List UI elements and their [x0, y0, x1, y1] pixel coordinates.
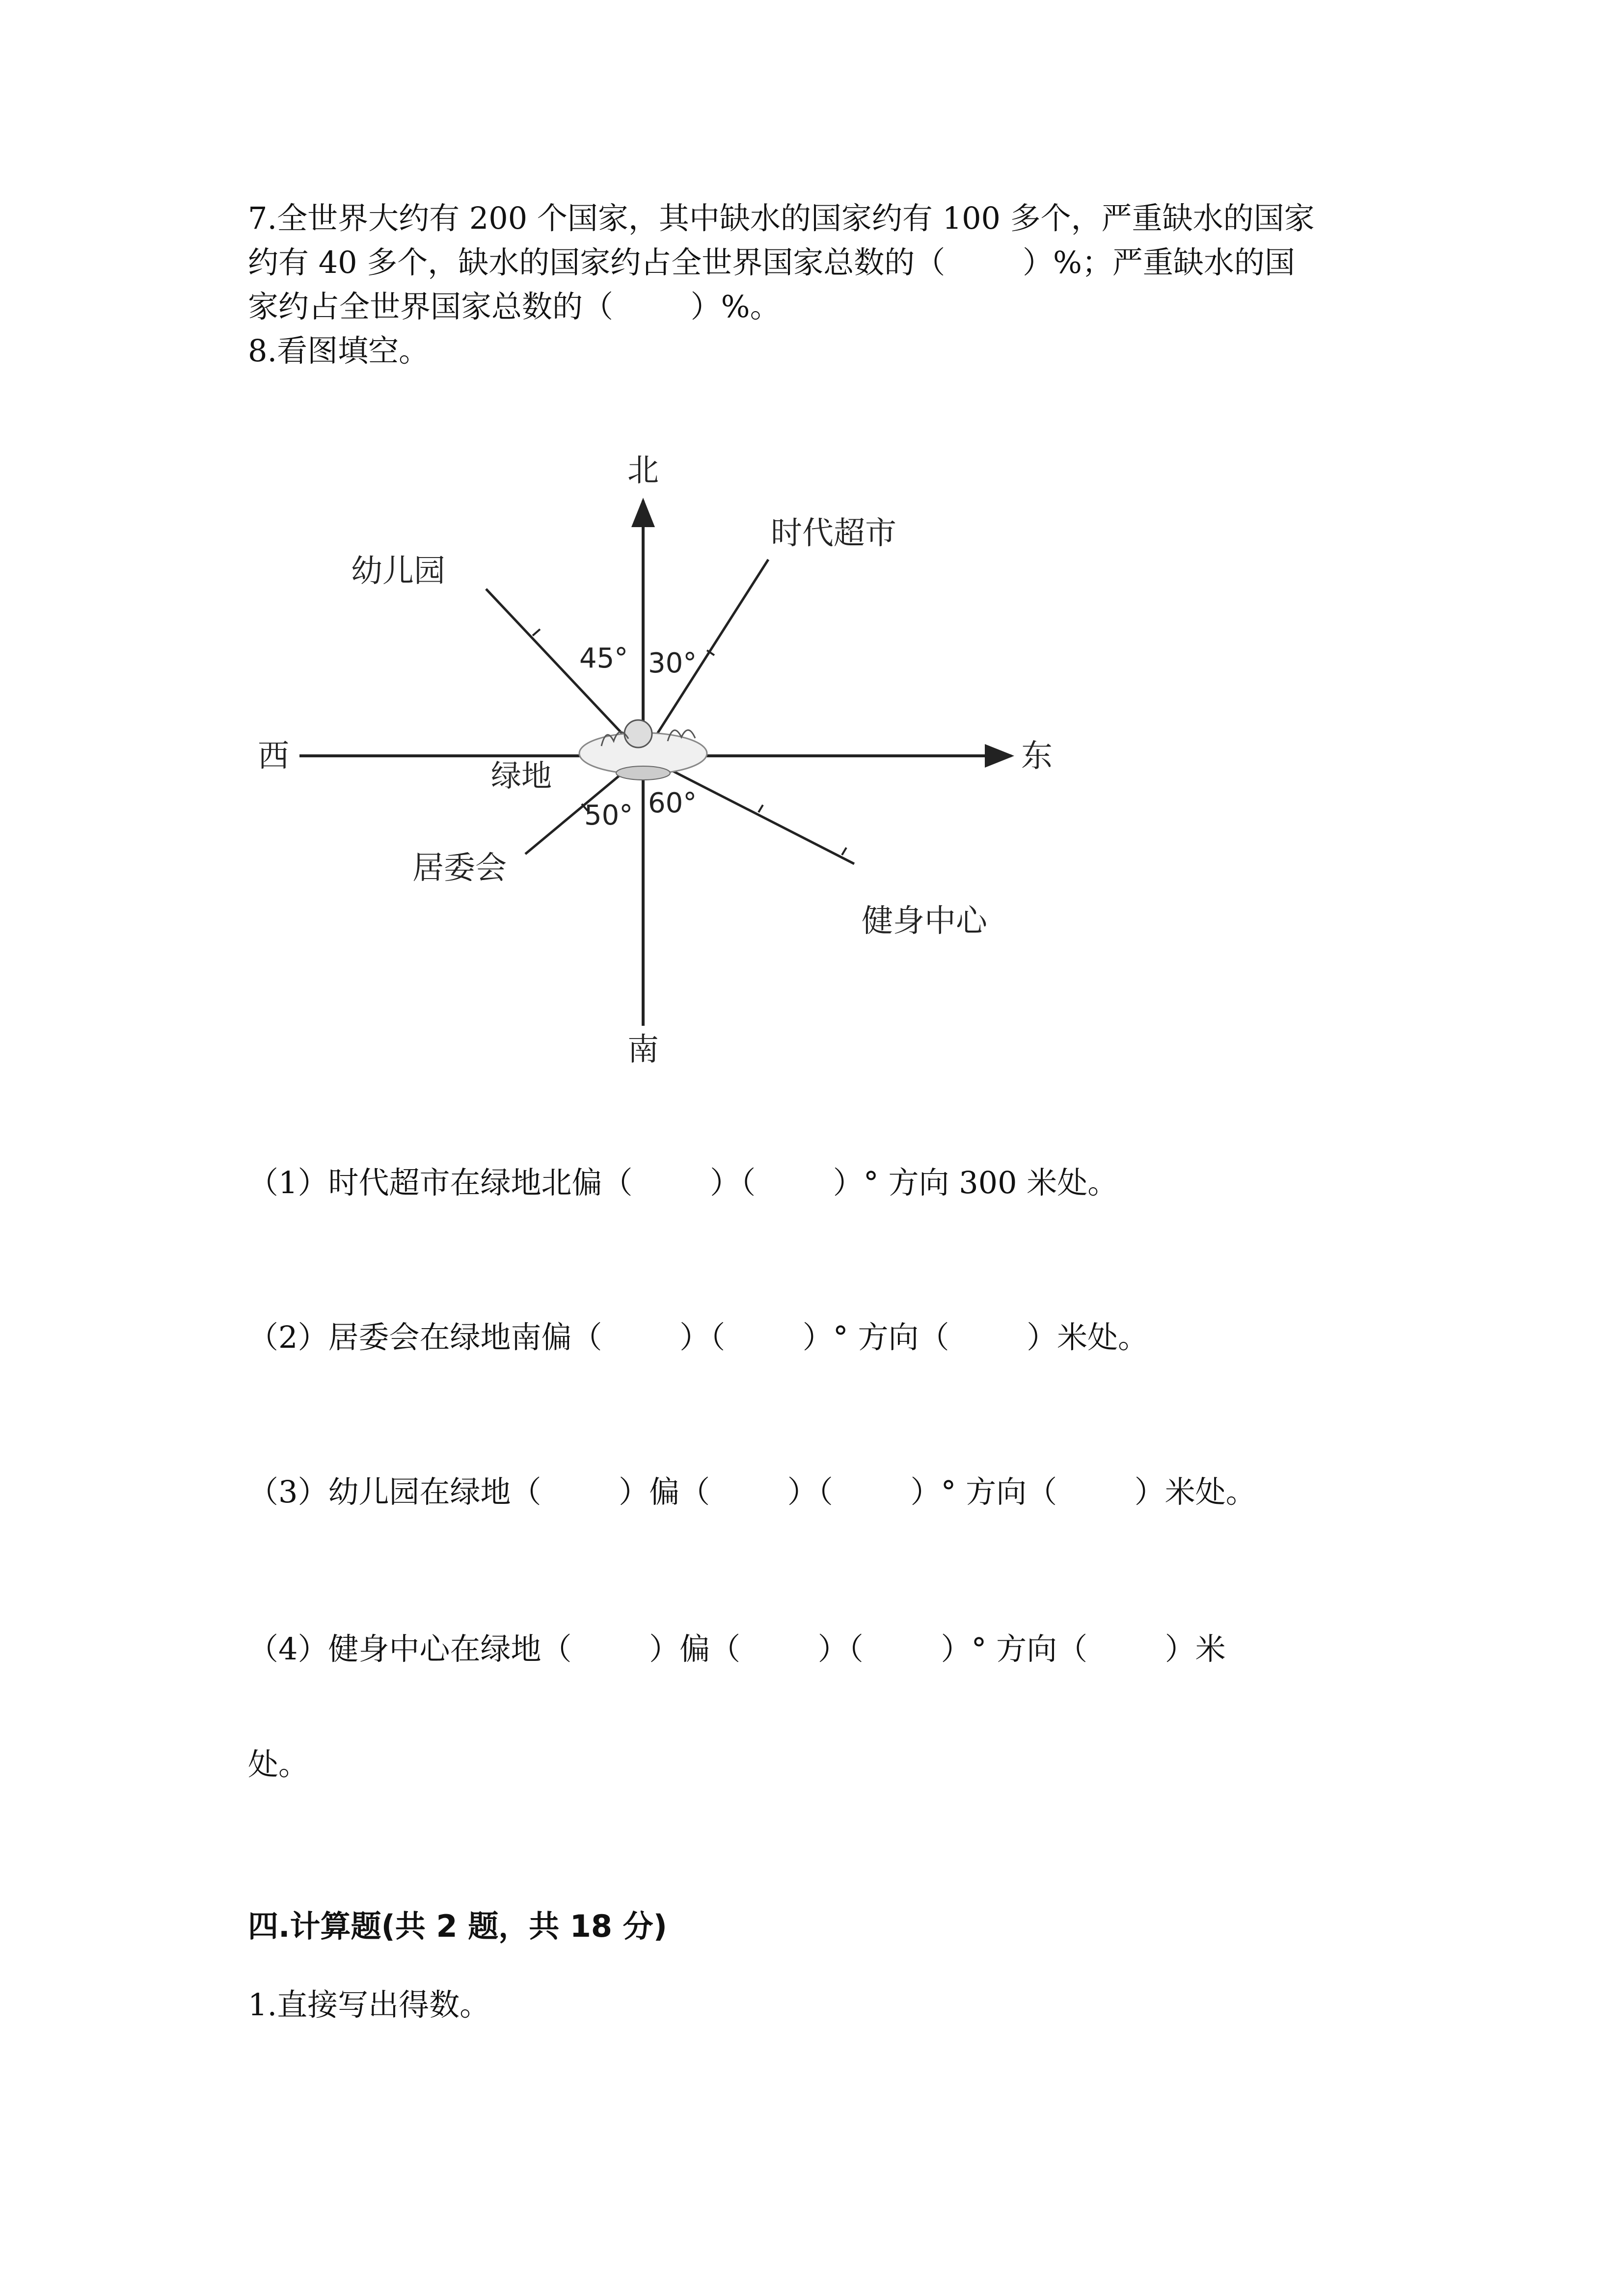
- q8-title: 8.看图填空。: [248, 333, 430, 369]
- east-label: 东: [1021, 738, 1053, 774]
- supermarket-label: 时代超市: [771, 515, 896, 552]
- q7-line-3: 家约占全世界国家总数的（ ）%。: [248, 289, 781, 324]
- q8-sub-1: （1）时代超市在绿地北偏（ ）（ ）° 方向 300 米处。: [248, 1165, 1118, 1201]
- direction-diagram: [245, 432, 1110, 1080]
- tick-mark: [758, 805, 763, 812]
- angle-sw-label: 50°: [584, 800, 633, 831]
- angle-ne-label: 30°: [648, 647, 697, 679]
- q8-sub-3: （3）幼儿园在绿地（ ）偏（ ）（ ）° 方向（ ）米处。: [248, 1474, 1256, 1510]
- south-label: 南: [627, 1032, 659, 1068]
- tick-mark: [533, 629, 540, 636]
- green-space-icon: [579, 720, 707, 780]
- q7-line-1: 7.全世界大约有 200 个国家，其中缺水的国家约有 100 多个，严重缺水的国家: [248, 200, 1315, 236]
- q8-sub-4-continued: 处。: [248, 1746, 309, 1782]
- angle-se-label: 60°: [648, 787, 697, 819]
- west-label: 西: [258, 738, 289, 774]
- tick-mark: [842, 848, 846, 855]
- angle-nw-label: 45°: [579, 642, 628, 674]
- north-label: 北: [627, 453, 659, 489]
- section-4-heading: 四.计算题(共 2 题，共 18 分): [248, 1908, 667, 1944]
- center-label: 绿地: [491, 758, 552, 794]
- q8-sub-4: （4）健身中心在绿地（ ）偏（ ）（ ）° 方向（ ）米: [248, 1631, 1226, 1667]
- kindergarten-label: 幼儿园: [351, 553, 445, 589]
- committee-label: 居委会: [412, 850, 507, 886]
- gym-label: 健身中心: [862, 903, 987, 939]
- section-4-q1: 1.直接写出得数。: [248, 1987, 490, 2023]
- q7-line-2: 约有 40 多个，缺水的国家约占全世界国家总数的（ ）%；严重缺水的国: [248, 244, 1295, 280]
- q8-sub-2: （2）居委会在绿地南偏（ ）（ ）° 方向（ ）米处。: [248, 1319, 1149, 1355]
